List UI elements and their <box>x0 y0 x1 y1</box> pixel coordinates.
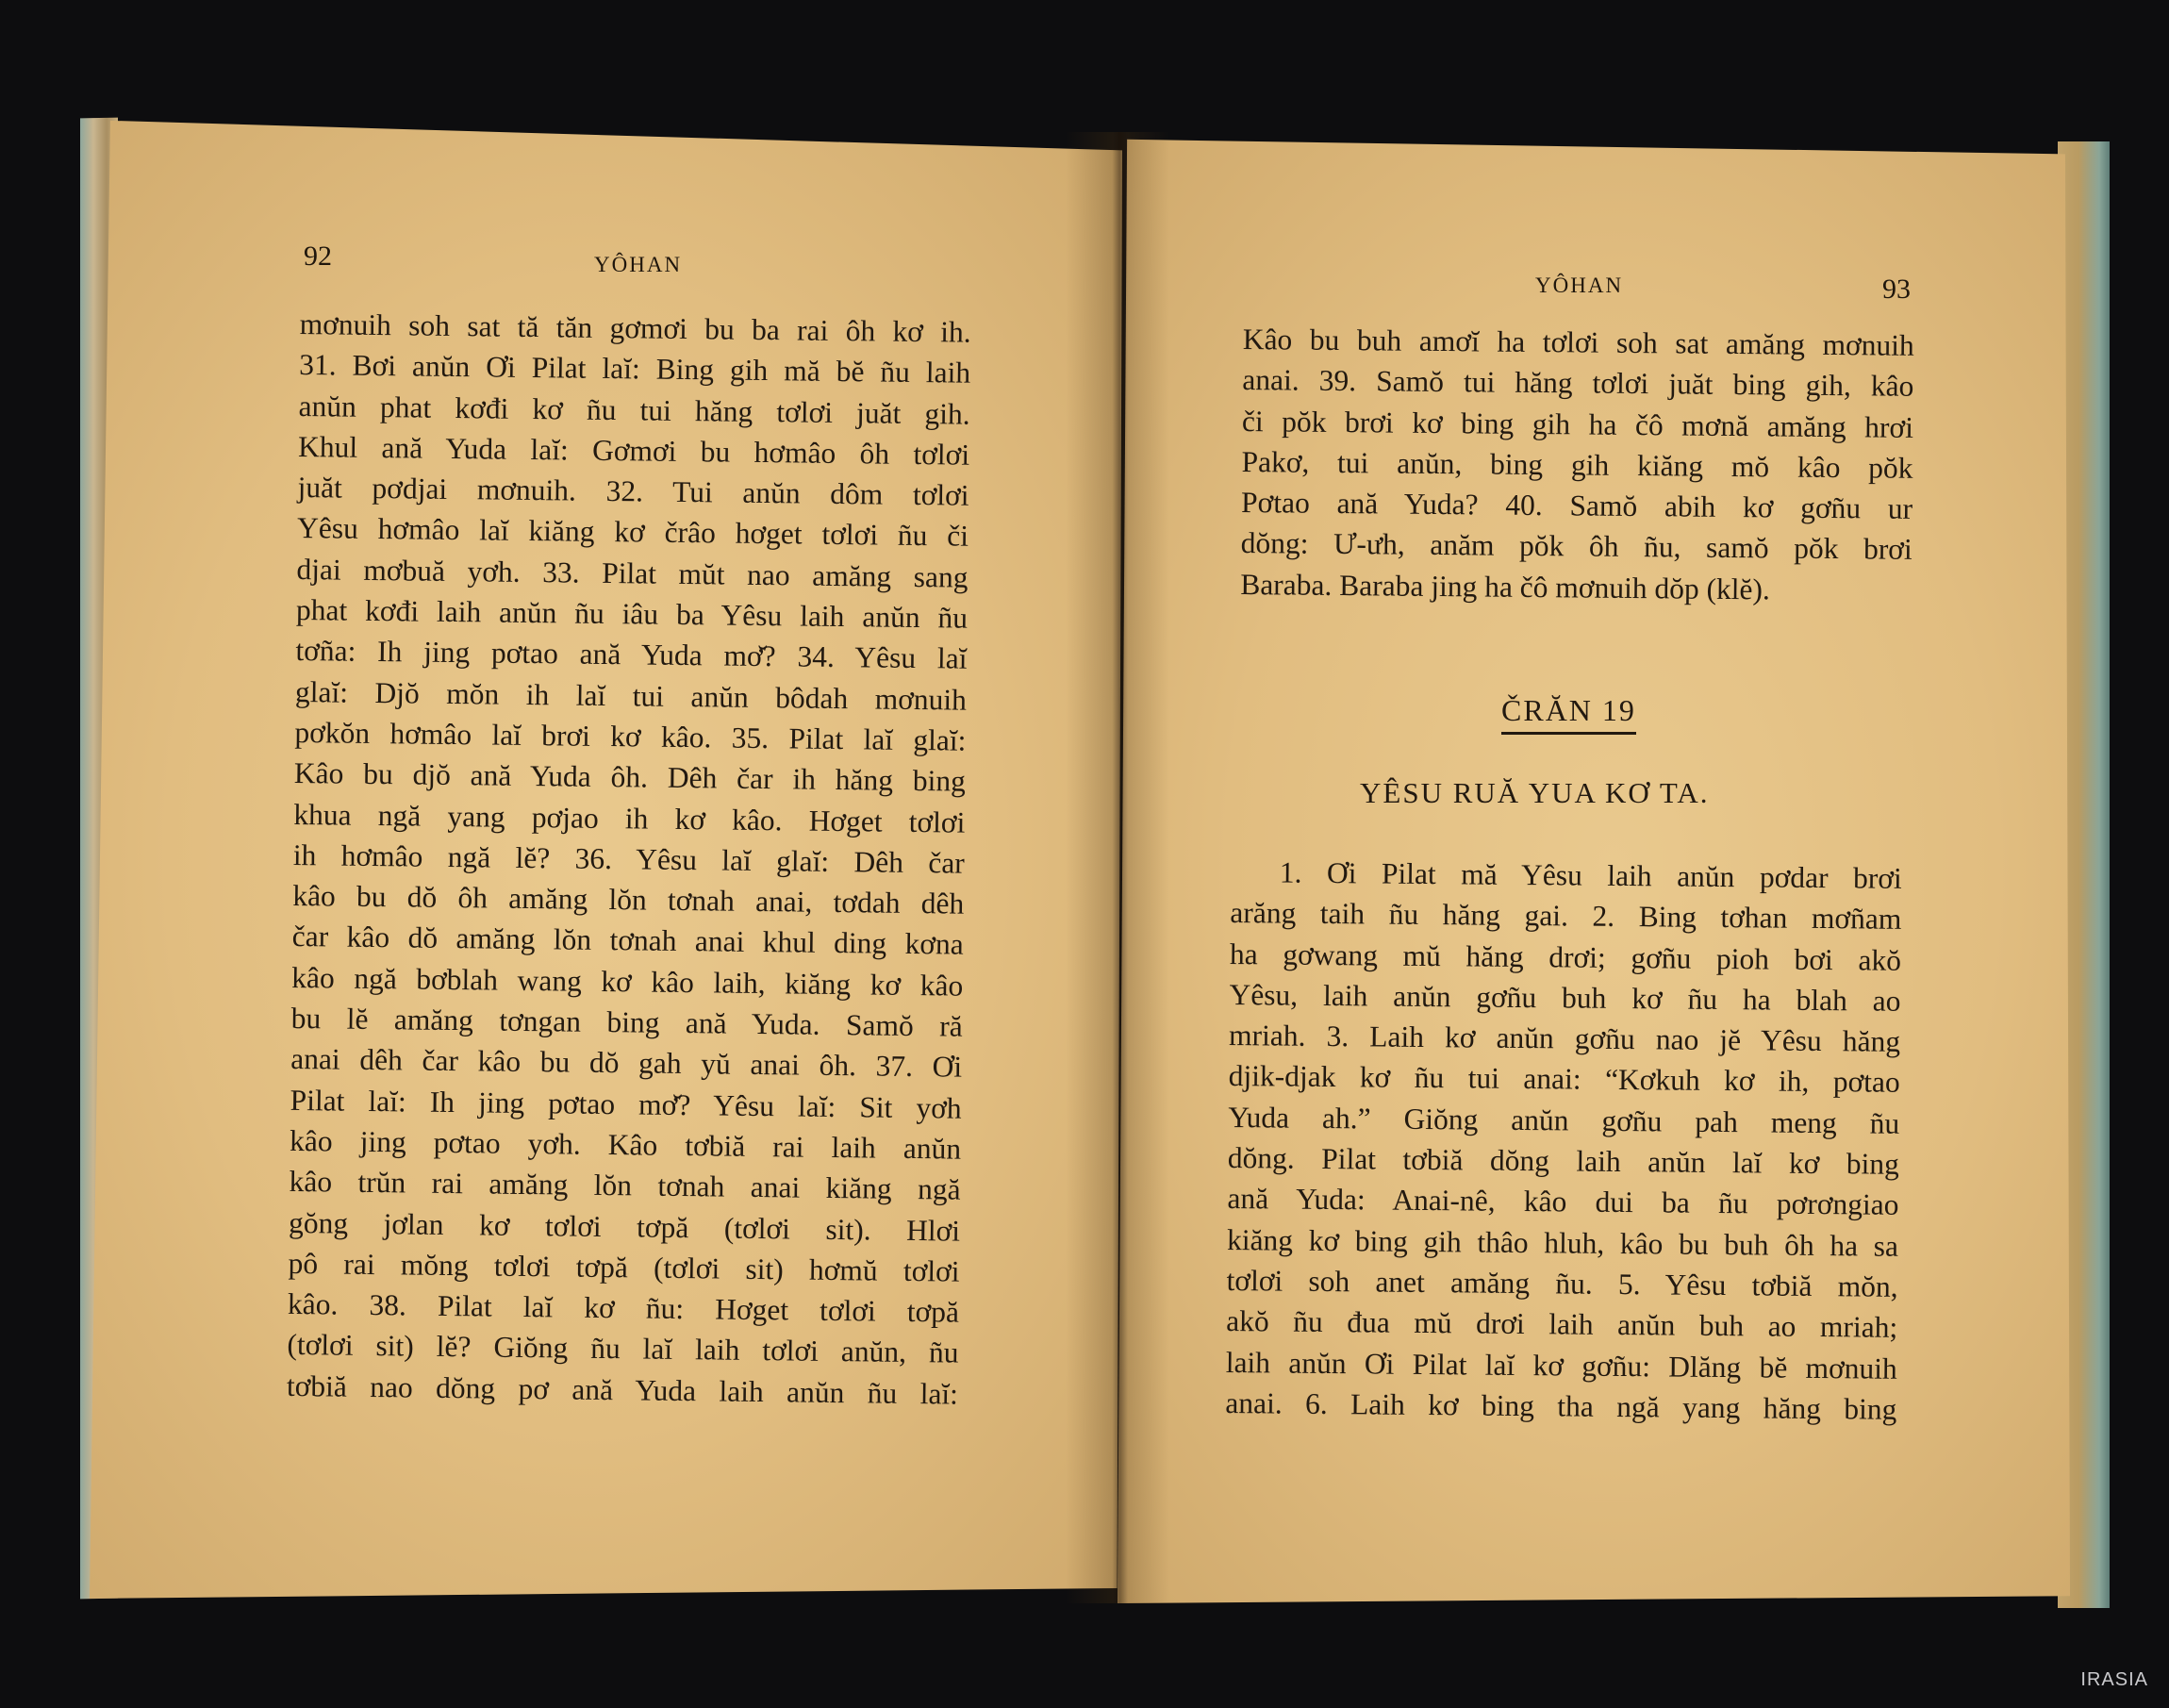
text-line: Pakơ, tui anŭn, bing gih kiăng mŏ kâo pŏk <box>1241 444 1913 485</box>
text-line: Pilat laĭ: Ih jing pơtao mơ̆? Yêsu laĭ: Sit yơh <box>290 1083 962 1125</box>
text-line: bu lĕ amăng tơngan bing ană Yuda. Samŏ ră <box>290 1001 963 1043</box>
text-line: tơña: Ih jing pơtao ană Yuda mơ̆? 34. Yêsu laĭ <box>295 634 968 676</box>
text-line: Yêsu, laih anŭn gơñu buh kơ ñu ha blah ao <box>1229 977 1901 1018</box>
text-line: dŏng. Pilat tơbiă dŏng laih anŭn laĭ kơ bing <box>1227 1141 1900 1181</box>
text-line: anŭn phat kơđi kơ ñu tui hăng tơlơi juăt gih. <box>298 389 970 431</box>
text-line: čar kâo dŏ amăng lŏn tơnah anai khul ding kơna <box>291 920 964 962</box>
left-page-number: 92 <box>304 240 332 272</box>
watermark: IRASIA <box>2080 1669 2148 1690</box>
text-line: ha gơwang mŭ hăng drơi; gơñu pioh bơi akŏ <box>1229 937 1902 977</box>
text-line: kâo trŭn rai amăng lŏn tơnah anai kiăng ngă <box>289 1165 961 1206</box>
text-line: kâo bu dŏ ôh amăng lŏn tơnah anai, tơdah dêh <box>292 879 965 920</box>
text-line: gŏng jơlan kơ tơlơi tơpă (tơlơi sit). Hlơi <box>288 1205 961 1248</box>
left-page-text <box>287 304 971 1415</box>
text-line: ană Yuda: Anai-nê, kâo dui ba ñu pơrơngiao <box>1227 1182 1899 1222</box>
text-line: Baraba. Baraba jing ha čô mơnuih dŏp (klĕ). <box>1240 567 1771 606</box>
text-line: juăt pơdjai mơnuih. 32. Tui anŭn dôm tơlơi <box>297 471 969 512</box>
text-line: mơnuih soh sat tă tăn gơmơi bu ba rai ôh kơ ih. <box>299 307 971 349</box>
text-line: Yêsu hơmâo laĭ kiăng kơ črâo hơget tơlơi ñu či <box>296 511 969 554</box>
text-line: anai dêh čar kâo bu dŏ gah yŭ anai ôh. 37. Ơi <box>290 1042 963 1084</box>
text-line: mriah. 3. Laih kơ anŭn gơñu nao jĕ Yêsu hăng <box>1228 1019 1901 1059</box>
right-page-text-top <box>1240 319 1914 611</box>
text-line: kâo jing pơtao yơh. Kâo tơbiă rai laih anŭn <box>289 1123 962 1166</box>
text-line: Kâo bu buh amơĭ ha tơlơi soh sat amăng mơnuih <box>1242 322 1914 362</box>
text-line: dŏng: Ư-ưh, anăm pŏk ôh ñu, samŏ pŏk brơi <box>1240 526 1912 567</box>
text-line: tơbiă nao dŏng pơ ană Yuda laih anŭn ñu laĭ: <box>286 1368 959 1411</box>
left-running-head: YÔHAN <box>594 253 683 276</box>
text-line: kâo. 38. Pilat laĭ kơ ñu: Hơget tơlơi tơpă <box>287 1287 960 1329</box>
text-line: kâo ngă bơblah wang kơ kâo laih, kiăng kơ kâo <box>291 960 964 1003</box>
text-line: phat kơđi laih anŭn ñu iâu ba Yêsu laih anŭn ñu <box>295 593 969 635</box>
text-line: akŏ ñu đua mŭ drơi laih anŭn buh ao mriah; <box>1226 1304 1898 1345</box>
text-line: 31. Bơi anŭn Ơi Pilat laĭ: Bing gih mă bĕ ñu laih <box>298 348 971 390</box>
text-line: Yuda ah.” Giŏng anŭn gơñu pah meng ñu <box>1228 1100 1900 1140</box>
right-page-number: 93 <box>1882 274 1911 305</box>
text-line: ih hơmâo ngă lĕ? 36. Yêsu laĭ glaĭ: Dêh čar <box>292 837 966 880</box>
right-page-text-bottom <box>1225 852 1902 1430</box>
text-line: 1. Ơi Pilat mă Yêsu laih anŭn pơdar brơi <box>1279 855 1902 895</box>
text-line: tơlơi soh anet amăng ñu. 5. Yêsu tơbiă mŏn, <box>1226 1263 1898 1303</box>
text-line: anai. 6. Laih kơ bing tha ngă yang hăng bing <box>1225 1385 1897 1426</box>
text-line: Kâo bu djŏ ană Yuda ôh. Dêh čar ih hăng bing <box>293 756 967 798</box>
text-line: Pơtao ană Yuda? 40. Samŏ abih kơ gơñu ur <box>1240 486 1913 526</box>
text-line: glaĭ: Djŏ mŏn ih laĭ tui anŭn bôdah mơnuih <box>294 674 968 717</box>
text-line: Khul ană Yuda laĭ: Gơmơi bu hơmâo ôh tơlơi <box>297 429 970 472</box>
section-title: YÊSU RUĂ YUA KƠ TA. <box>1360 776 1710 809</box>
text-line: pơkŏn hơmâo laĭ brơi kơ kâo. 35. Pilat laĭ glaĭ: <box>294 715 967 757</box>
text-line: (tơlơi sit) lĕ? Giŏng ñu laĭ laih tơlơi anŭn, ñu <box>287 1328 959 1370</box>
text-line: djai mơbuă yơh. 33. Pilat mŭt nao amăng sang <box>296 552 969 594</box>
right-running-head: YÔHAN <box>1535 274 1624 297</box>
text-line: khua ngă yang pơjao ih kơ kâo. Hơget tơlơi <box>293 797 966 839</box>
text-line: pô rai mŏng tơlơi tơpă (tơlơi sit) hơmŭ tơlơi <box>288 1246 960 1288</box>
text-line: anai. 39. Samŏ tui hăng tơlơi juăt bing gih, kâo <box>1242 363 1914 404</box>
text-line: arăng taih ñu hăng gai. 2. Bing tơhan mơñam <box>1230 896 1902 937</box>
text-line: kiăng kơ bing gih thâo hluh, kâo bu buh ôh ha sa <box>1226 1222 1899 1263</box>
chapter-heading: ČRĂN 19 <box>1501 693 1636 735</box>
text-line: či pŏk brơi kơ bing gih ha čô mơnă amăng hrơi <box>1241 404 1914 444</box>
text-line: laih anŭn Ơi Pilat laĭ kơ gơñu: Dlăng bĕ mơnuih <box>1225 1345 1897 1385</box>
text-line: djik-djak kơ ñu tui anai: “Kơkuh kơ ih, pơtao <box>1228 1059 1900 1100</box>
